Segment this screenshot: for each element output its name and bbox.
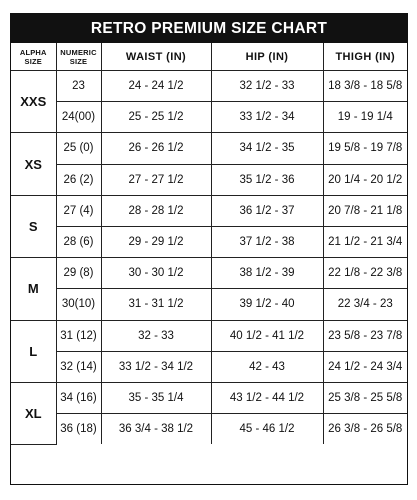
waist-cell: 31 - 31 1/2 xyxy=(101,289,211,320)
numeric-size-cell: 31 (12) xyxy=(56,320,101,351)
header-row xyxy=(11,43,407,71)
header-numeric-line2: SIZE xyxy=(69,56,88,66)
numeric-size-cell: 29 (8) xyxy=(56,258,101,289)
header-numeric-line1: NUMERIC xyxy=(60,47,97,57)
waist-cell: 26 - 26 1/2 xyxy=(101,133,211,164)
hip-cell: 43 1/2 - 44 1/2 xyxy=(211,382,323,413)
thigh-cell: 19 - 19 1/4 xyxy=(323,102,407,133)
numeric-size-cell: 27 (4) xyxy=(56,195,101,226)
hip-cell: 42 - 43 xyxy=(211,351,323,382)
waist-cell: 35 - 35 1/4 xyxy=(101,382,211,413)
thigh-cell: 22 3/4 - 23 xyxy=(323,289,407,320)
header-alpha-line1: ALPHA xyxy=(19,47,47,57)
table-row xyxy=(11,351,407,382)
hip-cell: 39 1/2 - 40 xyxy=(211,289,323,320)
table-row xyxy=(11,258,407,289)
header-hip: HIP (IN) xyxy=(211,43,323,71)
waist-cell: 28 - 28 1/2 xyxy=(101,195,211,226)
table-row xyxy=(11,71,407,102)
thigh-cell: 21 1/2 - 21 3/4 xyxy=(323,226,407,257)
size-chart xyxy=(10,13,408,485)
numeric-size-cell: 32 (14) xyxy=(56,351,101,382)
numeric-size-cell: 25 (0) xyxy=(56,133,101,164)
waist-cell: 29 - 29 1/2 xyxy=(101,226,211,257)
hip-cell: 38 1/2 - 39 xyxy=(211,258,323,289)
waist-cell: 27 - 27 1/2 xyxy=(101,164,211,195)
hip-cell: 35 1/2 - 36 xyxy=(211,164,323,195)
alpha-size-cell: XL xyxy=(11,382,56,444)
numeric-size-cell: 28 (6) xyxy=(56,226,101,257)
numeric-size-cell: 23 xyxy=(56,71,101,102)
table-row xyxy=(11,414,407,445)
alpha-size-cell: XS xyxy=(11,133,56,195)
table-row xyxy=(11,289,407,320)
thigh-cell: 18 3/8 - 18 5/8 xyxy=(323,71,407,102)
alpha-size-cell: S xyxy=(11,195,56,257)
numeric-size-cell: 24(00) xyxy=(56,102,101,133)
hip-cell: 40 1/2 - 41 1/2 xyxy=(211,320,323,351)
waist-cell: 32 - 33 xyxy=(101,320,211,351)
thigh-cell: 22 1/8 - 22 3/8 xyxy=(323,258,407,289)
waist-cell: 36 3/4 - 38 1/2 xyxy=(101,414,211,445)
thigh-cell: 23 5/8 - 23 7/8 xyxy=(323,320,407,351)
header-alpha-line2: SIZE xyxy=(24,56,42,66)
header-waist: WAIST (IN) xyxy=(101,43,211,71)
thigh-cell: 19 5/8 - 19 7/8 xyxy=(323,133,407,164)
chart-title: RETRO PREMIUM SIZE CHART xyxy=(11,14,407,43)
table-row xyxy=(11,102,407,133)
alpha-size-cell: M xyxy=(11,258,56,320)
numeric-size-cell: 30(10) xyxy=(56,289,101,320)
table-row xyxy=(11,382,407,413)
table-row xyxy=(11,164,407,195)
table-row xyxy=(11,133,407,164)
header-alpha-size xyxy=(11,43,56,71)
waist-cell: 33 1/2 - 34 1/2 xyxy=(101,351,211,382)
hip-cell: 34 1/2 - 35 xyxy=(211,133,323,164)
table-row xyxy=(11,195,407,226)
table-row xyxy=(11,320,407,351)
thigh-cell: 20 1/4 - 20 1/2 xyxy=(323,164,407,195)
hip-cell: 32 1/2 - 33 xyxy=(211,71,323,102)
hip-cell: 36 1/2 - 37 xyxy=(211,195,323,226)
size-table xyxy=(11,43,407,445)
header-numeric-size xyxy=(56,43,101,71)
waist-cell: 24 - 24 1/2 xyxy=(101,71,211,102)
numeric-size-cell: 34 (16) xyxy=(56,382,101,413)
alpha-size-cell: XXS xyxy=(11,71,56,133)
numeric-size-cell: 26 (2) xyxy=(56,164,101,195)
hip-cell: 45 - 46 1/2 xyxy=(211,414,323,445)
table-row xyxy=(11,226,407,257)
thigh-cell: 26 3/8 - 26 5/8 xyxy=(323,414,407,445)
thigh-cell: 24 1/2 - 24 3/4 xyxy=(323,351,407,382)
hip-cell: 33 1/2 - 34 xyxy=(211,102,323,133)
thigh-cell: 25 3/8 - 25 5/8 xyxy=(323,382,407,413)
header-thigh: THIGH (IN) xyxy=(323,43,407,71)
hip-cell: 37 1/2 - 38 xyxy=(211,226,323,257)
alpha-size-cell: L xyxy=(11,320,56,382)
waist-cell: 25 - 25 1/2 xyxy=(101,102,211,133)
numeric-size-cell: 36 (18) xyxy=(56,414,101,445)
thigh-cell: 20 7/8 - 21 1/8 xyxy=(323,195,407,226)
waist-cell: 30 - 30 1/2 xyxy=(101,258,211,289)
